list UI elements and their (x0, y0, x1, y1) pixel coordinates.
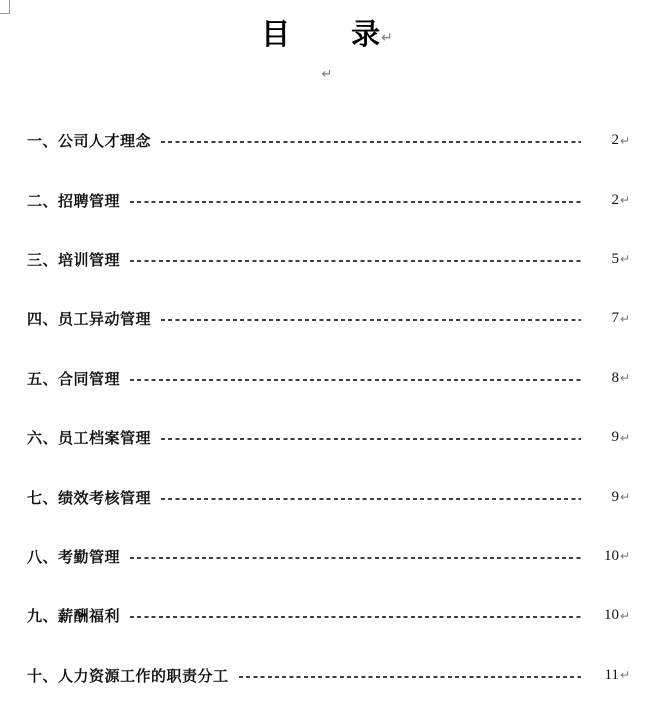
paragraph-mark-icon: ↵ (321, 67, 333, 82)
toc-entry-label: 九、薪酬福利 (27, 608, 121, 626)
toc-entry[interactable] (0, 230, 654, 289)
dash-leader (130, 260, 581, 262)
paragraph-mark-icon: ↵ (619, 311, 630, 326)
page-number: 8 (611, 369, 619, 386)
page-number: 7 (611, 310, 619, 327)
page-number: 9 (611, 429, 619, 446)
dash-leader (130, 379, 581, 381)
toc-entry-label: 三、培训管理 (27, 251, 121, 269)
toc-entry-label: 七、绩效考核管理 (27, 489, 152, 507)
toc-list (0, 111, 654, 705)
paragraph-mark-icon: ↵ (619, 193, 630, 208)
corner-mark-vertical-line (9, 0, 10, 13)
page-number: 2 (611, 191, 619, 208)
dash-leader (130, 616, 581, 618)
toc-entry-label: 八、考勤管理 (27, 548, 121, 566)
page-number: 11 (604, 666, 619, 683)
page-title (0, 16, 654, 57)
paragraph-mark-icon: ↵ (619, 490, 630, 505)
toc-entry[interactable] (0, 527, 654, 586)
text-boundary-corner-mark (0, 0, 14, 15)
toc-entry[interactable] (0, 170, 654, 229)
toc-entry[interactable] (0, 586, 654, 645)
toc-entry[interactable] (0, 646, 654, 705)
toc-entry-label: 十、人力资源工作的职责分工 (27, 667, 229, 685)
paragraph-mark-icon: ↵ (619, 668, 630, 683)
dash-leader (130, 201, 581, 203)
toc-entry-label: 二、招聘管理 (27, 192, 121, 210)
empty-paragraph (0, 64, 654, 85)
page-number: 9 (611, 488, 619, 505)
dash-leader (130, 557, 581, 559)
paragraph-mark-icon: ↵ (619, 608, 630, 623)
page-number: 5 (611, 250, 619, 267)
paragraph-mark-icon: ↵ (619, 252, 630, 267)
paragraph-mark-icon: ↵ (619, 133, 630, 148)
paragraph-mark-icon: ↵ (619, 430, 630, 445)
corner-mark-horizontal-line (0, 13, 10, 14)
page-number: 2 (611, 132, 619, 149)
paragraph-mark-icon: ↵ (619, 549, 630, 564)
page-title-text: 目 录 (261, 19, 382, 51)
toc-entry-label: 五、合同管理 (27, 370, 121, 388)
paragraph-mark-icon: ↵ (619, 371, 630, 386)
dash-leader (161, 319, 581, 321)
toc-entry[interactable] (0, 289, 654, 348)
page-number: 10 (603, 547, 619, 564)
toc-entry[interactable] (0, 467, 654, 526)
dash-leader (161, 438, 581, 440)
paragraph-mark-icon: ↵ (381, 30, 393, 46)
toc-entry[interactable] (0, 111, 654, 170)
toc-entry-label: 六、员工档案管理 (27, 430, 152, 448)
toc-entry[interactable] (0, 408, 654, 467)
dash-leader (161, 498, 581, 500)
toc-entry-label: 一、公司人才理念 (27, 133, 152, 151)
toc-entry[interactable] (0, 349, 654, 408)
page-number: 10 (603, 607, 619, 624)
toc-entry-label: 四、员工异动管理 (27, 311, 152, 329)
dash-leader (239, 676, 581, 678)
dash-leader (161, 141, 581, 143)
